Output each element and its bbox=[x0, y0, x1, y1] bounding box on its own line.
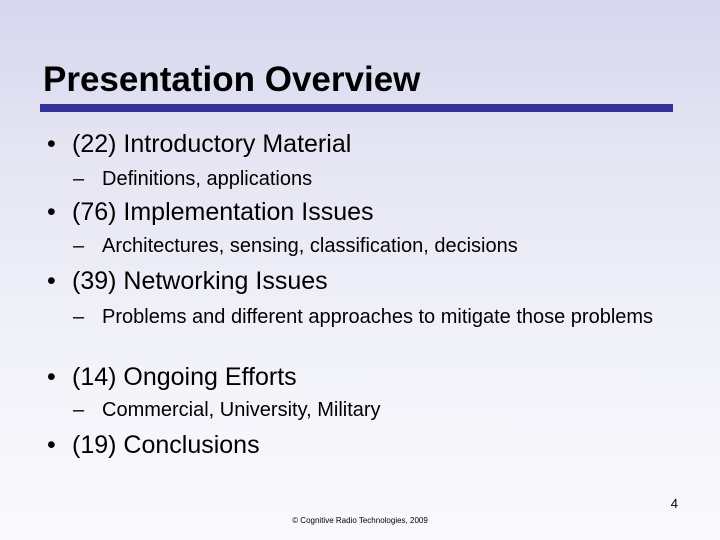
copyright-footer: © Cognitive Radio Technologies, 2009 bbox=[292, 516, 428, 525]
bullet-item bbox=[47, 198, 374, 226]
bullet-marker: • bbox=[47, 130, 56, 158]
sub-bullet-marker: – bbox=[73, 306, 85, 328]
slide-title: Presentation Overview bbox=[43, 60, 421, 99]
bullet-item bbox=[47, 363, 297, 391]
bullet-marker: • bbox=[47, 363, 56, 391]
sub-bullet-text: Definitions, applications bbox=[102, 168, 313, 190]
bullet-item bbox=[47, 130, 351, 158]
bullet-text: (76) Implementation Issues bbox=[72, 198, 374, 226]
page-number: 4 bbox=[670, 496, 678, 511]
bullet-marker: • bbox=[47, 198, 56, 226]
sub-bullet-text: Commercial, University, Military bbox=[102, 399, 381, 421]
sub-bullet-text: Problems and different approaches to mitigate those problems bbox=[102, 306, 654, 328]
sub-bullet-item bbox=[73, 234, 673, 259]
bullet-marker: • bbox=[47, 267, 56, 295]
title-underline bbox=[40, 104, 673, 112]
bullet-item bbox=[47, 431, 260, 459]
bullet-item bbox=[47, 267, 328, 295]
sub-bullet-marker: – bbox=[73, 235, 85, 257]
sub-bullet-text: Architectures, sensing, classification, decisions bbox=[102, 235, 518, 257]
bullet-text: (22) Introductory Material bbox=[72, 130, 352, 158]
bullet-text: (19) Conclusions bbox=[72, 431, 260, 459]
bullet-text: (39) Networking Issues bbox=[72, 267, 328, 295]
sub-bullet-marker: – bbox=[73, 168, 85, 190]
sub-bullet-marker: – bbox=[73, 399, 85, 421]
sub-bullet-item bbox=[73, 167, 633, 192]
sub-bullet-item bbox=[73, 305, 673, 330]
bullet-marker: • bbox=[47, 431, 56, 459]
bullet-text: (14) Ongoing Efforts bbox=[72, 363, 297, 391]
sub-bullet-item bbox=[73, 398, 633, 423]
